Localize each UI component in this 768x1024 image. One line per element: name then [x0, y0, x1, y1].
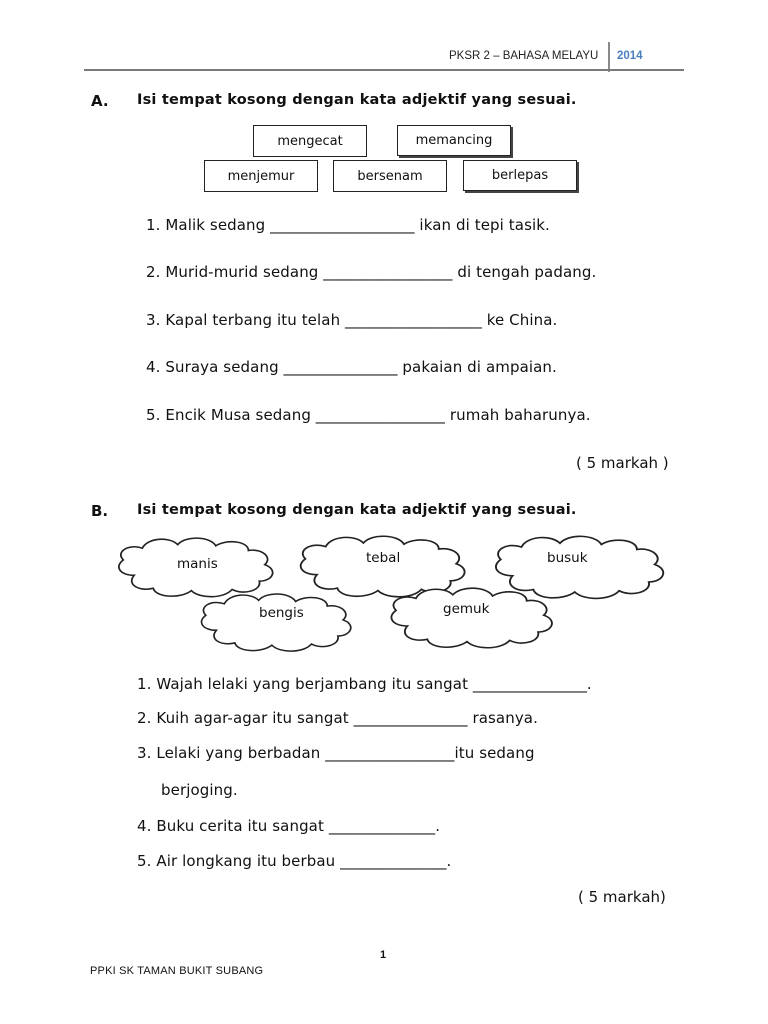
question-b-4: 4. Buku cerita itu sangat ______________.: [137, 817, 441, 835]
header-rule: [84, 69, 684, 71]
word-box: menjemur: [204, 160, 318, 192]
question-a-4: 4. Suraya sedang _______________ pakaian di ampaian.: [146, 358, 557, 376]
word-box: memancing: [397, 125, 511, 156]
section-b-letter: B.: [91, 502, 109, 520]
cloud-word: tebal: [366, 550, 401, 566]
question-a-5: 5. Encik Musa sedang _________________ rumah baharunya.: [146, 406, 591, 424]
cloud-word: gemuk: [443, 601, 490, 617]
cloud-shapes: [105, 528, 665, 653]
cloud-word: bengis: [259, 605, 304, 621]
word-box: berlepas: [463, 160, 577, 191]
cloud-word: manis: [177, 556, 218, 572]
section-a-letter: A.: [91, 92, 109, 110]
section-b-instruction: Isi tempat kosong dengan kata adjektif yang sesuai.: [137, 502, 577, 518]
question-b-3-continued: berjoging.: [161, 781, 238, 799]
section-a-instruction: Isi tempat kosong dengan kata adjektif yang sesuai.: [137, 92, 577, 108]
word-box: mengecat: [253, 125, 367, 157]
header-subject: PKSR 2 – BAHASA MELAYU: [449, 50, 599, 62]
header-divider: [608, 42, 610, 72]
section-b-marks: ( 5 markah): [578, 888, 666, 906]
question-b-1: 1. Wajah lelaki yang berjambang itu sangat _______________.: [137, 675, 592, 693]
question-b-5: 5. Air longkang itu berbau ______________.: [137, 852, 452, 870]
school-name: PPKI SK TAMAN BUKIT SUBANG: [90, 965, 264, 977]
page-number: 1: [380, 949, 387, 961]
header-year: 2014: [617, 50, 643, 62]
question-a-3: 3. Kapal terbang itu telah __________________ ke China.: [146, 311, 558, 329]
question-b-3: 3. Lelaki yang berbadan _________________itu sedang: [137, 744, 535, 762]
question-a-1: 1. Malik sedang ___________________ ikan di tepi tasik.: [146, 216, 550, 234]
question-a-2: 2. Murid-murid sedang _________________ di tengah padang.: [146, 263, 597, 281]
word-box: bersenam: [333, 160, 447, 192]
question-b-2: 2. Kuih agar-agar itu sangat _______________ rasanya.: [137, 709, 538, 727]
section-a-marks: ( 5 markah ): [576, 454, 669, 472]
cloud-word: busuk: [547, 550, 588, 566]
